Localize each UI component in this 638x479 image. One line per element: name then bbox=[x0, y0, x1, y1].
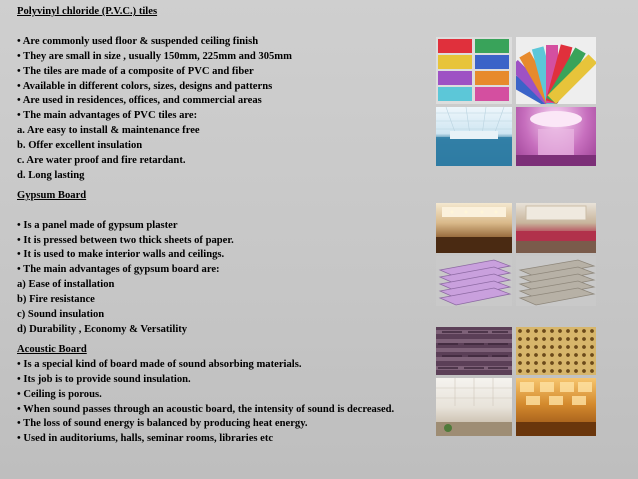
pvc-tile-fan-image bbox=[516, 37, 596, 104]
pvc-line: • Are commonly used floor & suspended ceiling finish bbox=[17, 35, 259, 47]
gypsum-line: b) Fire resistance bbox=[17, 294, 95, 306]
gypsum-board-purple-stack-image bbox=[436, 256, 512, 306]
pvc-line: c. Are water proof and fire retardant. bbox=[17, 155, 186, 167]
gypsum-line: • It is used to make interior walls and ceilings. bbox=[17, 249, 225, 261]
pvc-line: • Are used in residences, offices, and commercial areas bbox=[17, 95, 262, 107]
gypsum-line: • It is pressed between two thick sheets of paper. bbox=[17, 234, 234, 246]
pvc-tile-swatch bbox=[475, 39, 509, 53]
acoustic-panel-slotted-image bbox=[436, 327, 512, 375]
acoustic-line: • Used in auditoriums, halls, seminar rooms, libraries etc bbox=[17, 433, 274, 445]
pvc-heading: Polyvinyl chloride (P.V.C.) tiles bbox=[17, 6, 158, 17]
gypsum-line: • The main advantages of gypsum board are: bbox=[17, 264, 220, 276]
pvc-ceiling-office-image bbox=[436, 107, 512, 166]
pvc-tile-swatch bbox=[475, 55, 509, 69]
pvc-line: b. Offer excellent insulation bbox=[17, 140, 143, 152]
acoustic-line: • When sound passes through an acoustic board, the intensity of sound is decreased. bbox=[17, 403, 395, 415]
pvc-line: d. Long lasting bbox=[17, 169, 85, 181]
pvc-tile-swatch bbox=[438, 71, 472, 85]
acoustic-line: • The loss of sound energy is balanced by producing heat energy. bbox=[17, 418, 308, 430]
gypsum-ceiling-hall-image bbox=[516, 203, 596, 253]
pvc-line: • The main advantages of PVC tiles are: bbox=[17, 110, 198, 122]
pvc-line: • Available in different colors, sizes, designs and patterns bbox=[17, 80, 273, 92]
gypsum-line: d) Durability , Economy & Versatility bbox=[17, 324, 188, 335]
acoustic-ceiling-auditorium-image bbox=[516, 378, 596, 436]
acoustic-line: • Ceiling is porous. bbox=[17, 388, 102, 400]
acoustic-ceiling-room-image bbox=[436, 378, 512, 436]
acoustic-panel-perforated-image bbox=[516, 327, 596, 375]
pvc-tile-swatch bbox=[438, 55, 472, 69]
pvc-tile-swatch bbox=[475, 71, 509, 85]
gypsum-line: • Is a panel made of gypsum plaster bbox=[17, 219, 178, 231]
gypsum-line: c) Sound insulation bbox=[17, 309, 105, 321]
acoustic-line: • Its job is to provide sound insulation. bbox=[17, 373, 191, 385]
pvc-line: • They are small in size , usually 150mm, 225mm and 305mm bbox=[17, 50, 292, 62]
text-column bbox=[17, 5, 422, 447]
gypsum-heading: Gypsum Board bbox=[17, 189, 87, 201]
pvc-line: • The tiles are made of a composite of PVC and fiber bbox=[17, 65, 254, 77]
gypsum-line: a) Ease of installation bbox=[17, 279, 115, 291]
pvc-ceiling-pink-room-image bbox=[516, 107, 596, 166]
acoustic-line: • Is a special kind of board made of sound absorbing materials. bbox=[17, 358, 302, 370]
pvc-tile-swatch-stack-image bbox=[436, 37, 512, 104]
gypsum-ceiling-restaurant-image bbox=[436, 203, 512, 253]
acoustic-heading: Acoustic Board bbox=[17, 343, 87, 355]
pvc-tile-swatch bbox=[475, 87, 509, 101]
pvc-line: a. Are easy to install & maintenance free bbox=[17, 125, 200, 137]
gypsum-board-grey-stack-image bbox=[516, 256, 596, 306]
pvc-tile-swatch bbox=[438, 39, 472, 53]
pvc-tile-swatch bbox=[438, 87, 472, 101]
